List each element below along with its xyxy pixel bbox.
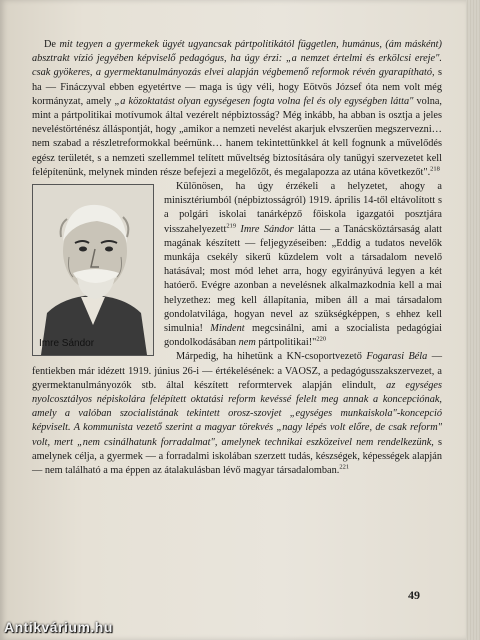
figure-caption: Imre Sándor [39, 337, 95, 349]
paragraph: De mit tegyen a gyermekek ügyét ugyancsak pártpolitikától független, humánus, (ám másként) absztrakt vízió jegyében képviselő pedagógus, ha úgy érzi: „a nemzet értelmi és erkölcsi ereje". csak gyökeres, a gyermektanulmányozás elvei alapján végbemenő reformok révén gyarapítható, s ha — Fináczyval ebben egyetértve — maga is úgy véli, hogy Eötvös József óta nem volt még kormányzat, amely „a közoktatást olyan egységesen fogta volna fel és oly egységben látta" volna, mint a pártpolitikai motívumok által vezérelt népbiztosság? Még inkább, ha abban is osztja a jeles neveléstörténész álláspontját, hogy „amikor a nemzeti nevelést akarjuk elvszerűen megszervezni… nem szabad a részletreformokkal beérnünk… hanem tekintettünkkel át kell fognunk a művelődés egész területét, s a nemzeti szellemmel telített műveltség biztosítására oly tanügyi szervezetet kell felépítenünk, melynek minden része befejezi a megelőzőt, és megalapozza az utána következőt".$^{218}$ [32, 39, 442, 178]
text-run: s ha — Fináczyval ebben egyetértve — maga is úgy véli, hogy Eötvös József óta nem volt még kormányzat, amely [32, 67, 442, 107]
quote-run: „amikor a nemzeti nevelést akarjuk elvszerűen megszervezni… nem szabad a részletreformokkal beérnünk… hanem tekintettünkkel át kell fognunk a művelődés egész területét, s a nemzeti szellemmel telített műveltség biztosítására oly tanügyi szervezetet kell felépítenünk, melynek minden része befejezi a megelőzőt, és megalapozza az utána következőt" [32, 124, 442, 178]
italic-run: Fogarasi Béla [366, 351, 428, 363]
text-run: — fentiekben már idézett 1919. június 26-i — értékelésének: a VAOSZ, a pedagógusszakszervezet, a gyermektanulmányozók stb. által készített reformtervek alapján elindult, [32, 351, 443, 391]
footnote-ref: 218 [430, 165, 440, 173]
text-run: Márpedig, ha hihetünk a KN-csoportvezető [176, 351, 367, 363]
text-run: Különösen, ha úgy érzékeli a helyzetet, ahogy a minisztériumból (népbiztosságról) 1919. április 14-től eltávolított s a polgári iskolai tanárképző főiskola igazgatói posztjára visszahelyezett [164, 181, 442, 235]
italic-run: az egységes nyolcosztályos népiskolára felépített oktatási reform kevéssé felelt meg annak a koncepciónak, amely a valóban szocialistának tekintett orosz-szovjet „egységes munkaiskola"-koncepció képviselt. A kommunista vezető szerint a magyar törekvés „nagy lépés volt előre, de csak reform" volt, mert „nem csinálhatunk forradalmat", amelynek technikai eszközeivel nem rendelkezünk, [32, 379, 442, 448]
italic-run: mit tegyen a gyermekek ügyét ugyancsak pártpolitikától független, humánus, (ám másként) absztrakt vízió jegyében képviselő pedagógus, ha úgy érzi: „a nemzet értelmi és erkölcsi ereje". csak gyökeres, a gyermektanulmányozás elvei alapján végbemenő reformok révén gyarapítható, [32, 39, 442, 79]
paragraph [32, 350, 442, 478]
text-run: s amelynek célja, a gyermek — a forradalmi iskolában szerzett tudás, készségek, képességek alapján — nem található a ma éppen az átalakulásban lévő magyar társadalomban. [32, 436, 442, 477]
footnote-ref: 221 [339, 463, 350, 471]
italic-run: Imre Sándor [236, 223, 294, 235]
italic-run: nem [238, 337, 256, 349]
watermark: Antikvárium.hu [4, 619, 113, 635]
body-text [32, 38, 442, 478]
footnote-ref: 219 [226, 222, 237, 230]
text-run: pártpolitikai!" [255, 337, 317, 349]
italic-run: Mindent [210, 323, 245, 335]
page-number: 49 [408, 588, 420, 602]
portrait-image [33, 185, 153, 355]
footnote-ref: 220 [316, 335, 327, 343]
portrait-figure [32, 184, 154, 356]
text-run: látta — a Tanácsköztársaság alatt magának készített — feljegyzéseiben: „Eddig a tudatos nevelők munkája csekély sikerű küzdelem volt a társadalom nevelő hatásával; most mód lehet arra, hogy egyirányúvá legyen a két hatóerő. Evégre azonban a nevelésnek alkalmazkodnia kell a mai helyzethez: meg kell állapítania, miben áll a mai társadalom gondolatvilága, hogyan nevel az szükségképpen, s ehhez kell simulnia! [164, 223, 442, 335]
italic-run: „a közoktatást olyan egységesen fogta volna fel és oly egységben látta" [114, 95, 414, 107]
text-run: megcsinálni, ami a szocialista pedagógiai gondolkodásában [164, 323, 442, 349]
text-run: De [44, 39, 60, 50]
page-edge [466, 0, 480, 640]
text-run: volna, mint a pártpolitikai motívumok által vezérelt népbiztosság? Még inkább, ha abban is osztja a jeles neveléstörténész álláspontját, hogy [32, 95, 442, 136]
